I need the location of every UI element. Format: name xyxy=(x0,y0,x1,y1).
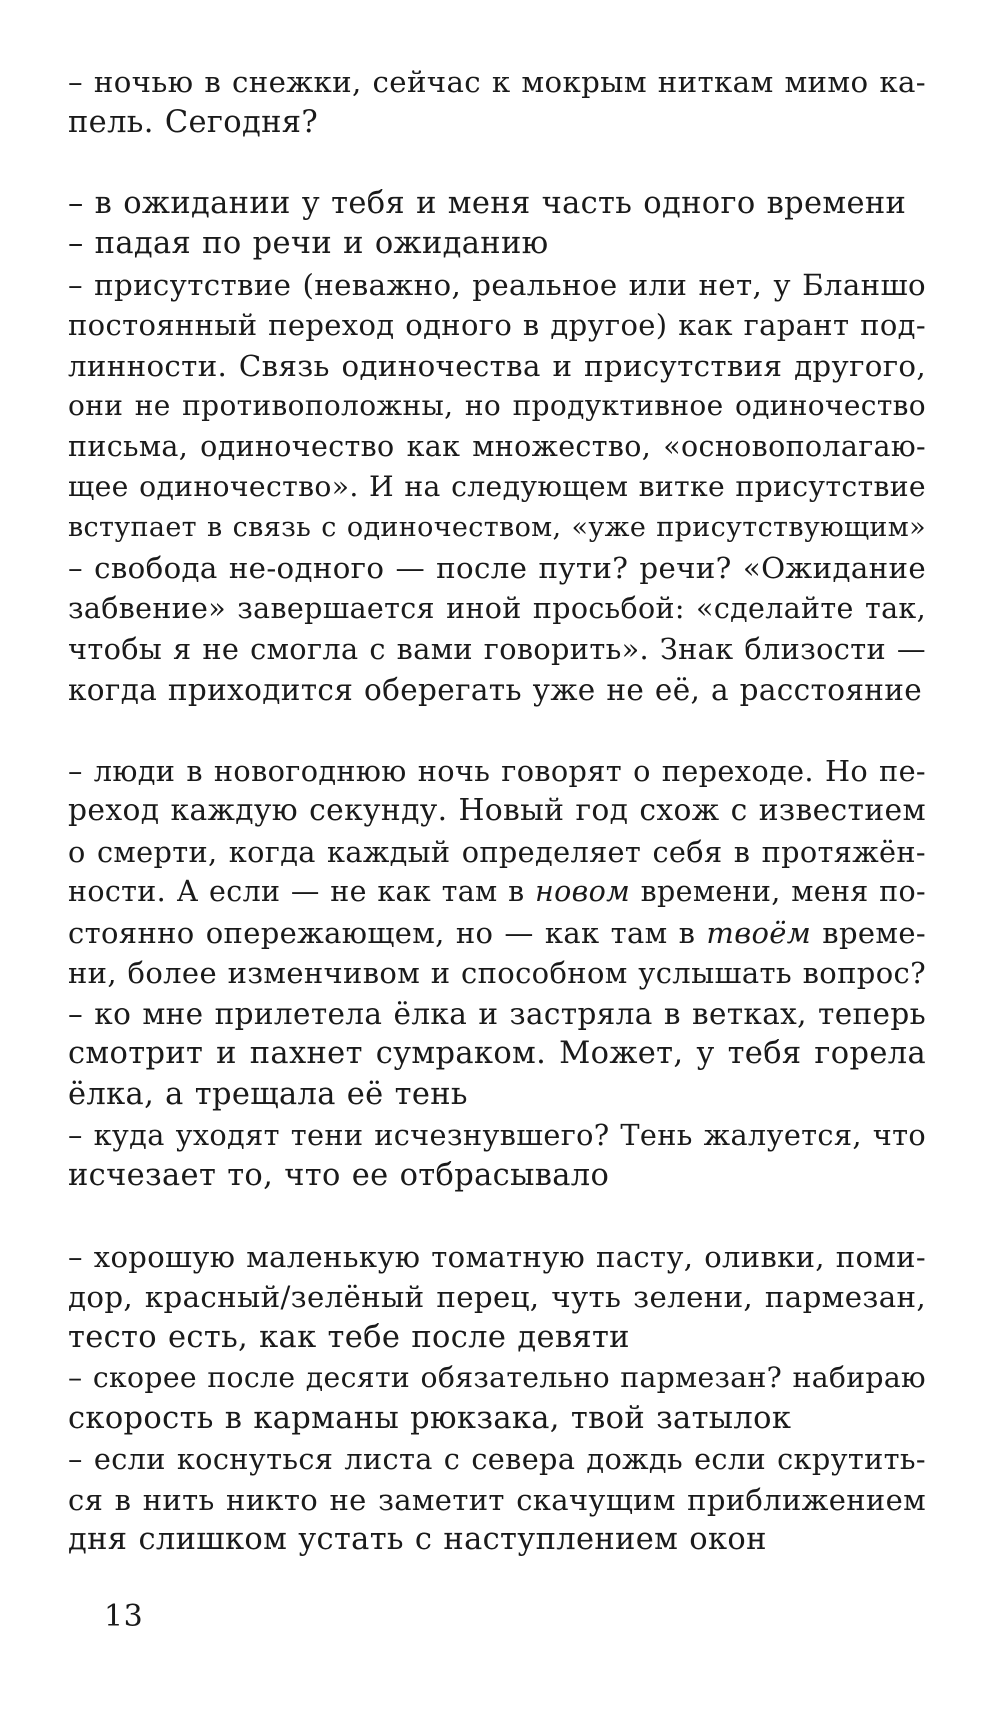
text-line: – ночью в снежки, сейчас к мокрым ниткам мимо ка- xyxy=(68,65,926,99)
text-line: – свобода не-одного — после пути? речи? «Ожидание xyxy=(68,551,926,585)
text-line: ни, более изменчивом и способном услышать вопрос? xyxy=(68,956,926,990)
italic-word: новом xyxy=(535,875,631,908)
text-line: когда приходится оберегать уже не её, а расстояние xyxy=(68,672,923,707)
text-line: дор, красный/зелёный перец, чуть зелени, пармезан, xyxy=(68,1280,926,1314)
text-line: письма, одиночество как множество, «основополагаю- xyxy=(68,429,926,463)
text-line: – присутствие (неважно, реальное или нет, у Бланшо xyxy=(68,267,926,302)
text-line: – люди в новогоднюю ночь говорят о переходе. Но пе- xyxy=(68,753,926,788)
text-line: – в ожидании у тебя и меня часть одного времени xyxy=(68,185,907,221)
text-line: тесто есть, как тебе после девяти xyxy=(68,1319,630,1355)
text-line: ся в нить никто не заметит скачущим приближением xyxy=(68,1482,926,1517)
text-line: реход каждую секунду. Новый год схож с известием xyxy=(68,793,926,828)
text-fragment: ности. А если — не как там в xyxy=(68,875,536,908)
text-line: скорость в карманы рюкзака, твой затылок xyxy=(68,1400,792,1436)
text-line xyxy=(68,913,926,954)
text-line: щее одиночество». И на следующем витке присутствие xyxy=(68,470,926,503)
text-line: постоянный переход одного в другое) как гарант под- xyxy=(68,308,926,342)
text-line: они не противоположны, но продуктивное одиночество xyxy=(68,389,926,422)
text-line: пель. Сегодня? xyxy=(68,104,319,140)
text-line: дня слишком устать с наступлением окон xyxy=(68,1522,767,1557)
text-line: забвение» завершается иной просьбой: «сделайте так, xyxy=(68,591,926,625)
text-line: – падая по речи и ожиданию xyxy=(68,226,549,261)
text-line: – если коснуться листа с севера дождь если скрутить- xyxy=(68,1442,926,1476)
text-line: – хорошую маленькую томатную пасту, оливки, поми- xyxy=(68,1239,926,1274)
text-line xyxy=(68,872,926,913)
stanza-break xyxy=(68,710,926,751)
text-line: – куда уходят тени исчезнувшего? Тень жалуется, что xyxy=(68,1118,926,1152)
text-line: смотрит и пахнет сумраком. Может, у тебя горела xyxy=(68,1036,926,1071)
text-line: о смерти, когда каждый определяет себя в протяжён- xyxy=(68,834,926,869)
text-fragment: стоянно опережающем, но — как там в xyxy=(68,915,707,950)
stanza-break xyxy=(68,143,926,184)
text-line: ёлка, а трещала её тень xyxy=(68,1076,468,1112)
text-line: чтобы я не смогла с вами говорить». Знак близости — xyxy=(68,632,926,666)
text-fragment: време- xyxy=(811,915,926,950)
text-line: исчезает то, что ее отбрасывало xyxy=(68,1157,610,1193)
italic-word: твоём xyxy=(706,915,812,950)
page-number: 13 xyxy=(104,1599,144,1634)
page-body-text xyxy=(68,62,926,1561)
text-fragment: времени, меня по- xyxy=(630,875,926,908)
text-line: – скорее после десяти обязательно пармезан? набираю xyxy=(68,1361,926,1394)
stanza-break xyxy=(68,1196,926,1237)
text-line: линности. Связь одиночества и присутствия другого, xyxy=(68,348,926,383)
text-line: – ко мне прилетела ёлка и застряла в ветках, теперь xyxy=(68,996,926,1031)
text-line: вступает в связь с одиночеством, «уже присутствующим» xyxy=(68,511,926,543)
